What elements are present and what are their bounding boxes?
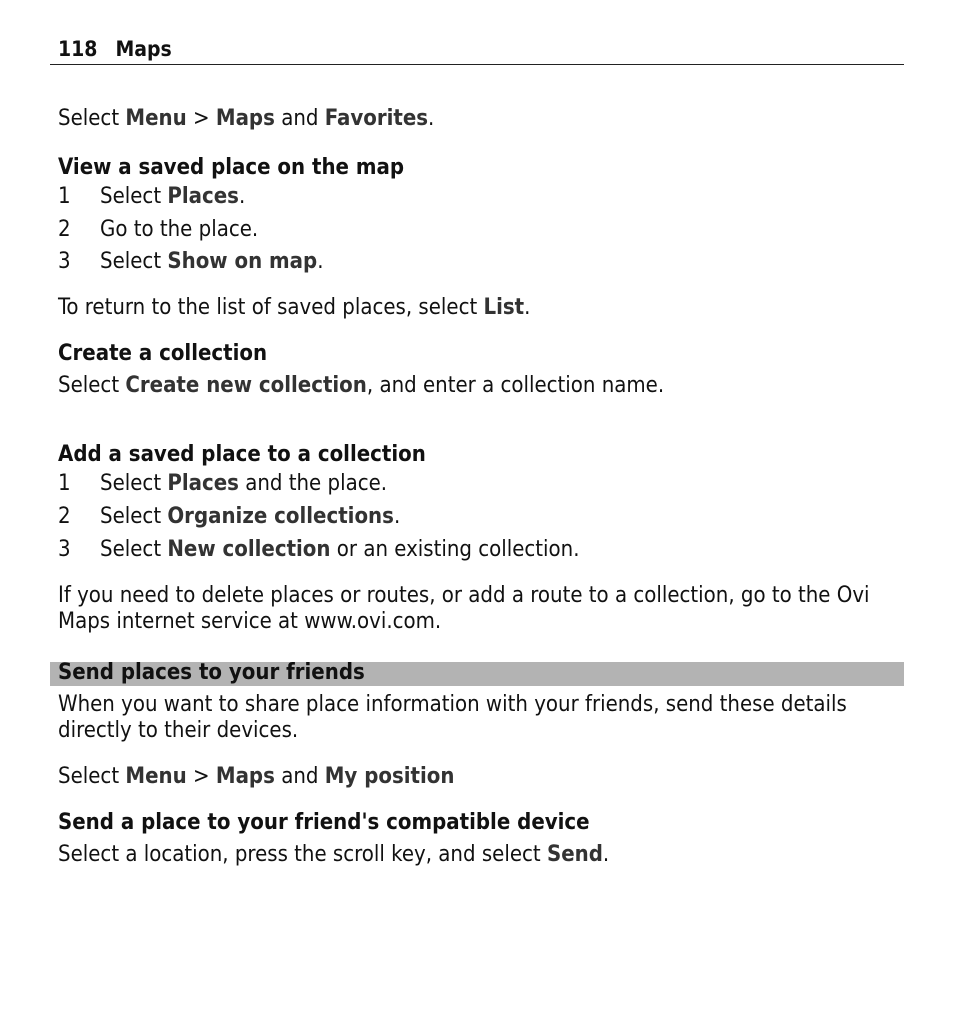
create-heading: Create a collection: [58, 341, 268, 366]
return-note: To return to the list of saved places, select List.: [58, 295, 531, 320]
create-instruction: Select Create new collection, and enter a collection name.: [58, 373, 665, 398]
view-step: 2 Go to the place.: [58, 217, 259, 242]
send-term: Send: [546, 842, 603, 867]
header-rule: [50, 64, 904, 65]
section-band: [50, 662, 904, 686]
places-term: Places: [167, 184, 239, 209]
menu-term: Menu: [125, 106, 187, 131]
add-heading: Add a saved place to a collection: [58, 442, 426, 467]
send-intro-line: When you want to share place information with your friends, send these details: [58, 692, 847, 717]
new-collection-term: New collection: [167, 537, 331, 562]
ovi-note-line: Maps internet service at www.ovi.com.: [58, 609, 442, 634]
section-band-title: Send places to your friends: [58, 660, 365, 685]
intro-path: Select Menu > Maps and Favorites.: [58, 106, 435, 131]
create-new-collection-term: Create new collection: [125, 373, 367, 398]
send-sub-heading: Send a place to your friend's compatible device: [58, 810, 590, 835]
view-step: 1 Select Places.: [58, 184, 246, 209]
send-path: Select Menu > Maps and My position: [58, 764, 455, 789]
list-term: List: [483, 295, 525, 320]
places-term: Places: [167, 471, 239, 496]
favorites-term: Favorites: [324, 106, 429, 131]
send-intro-line: directly to their devices.: [58, 718, 299, 743]
add-step: 1 Select Places and the place.: [58, 471, 388, 496]
add-step: 3 Select New collection or an existing collection.: [58, 537, 580, 562]
view-step: 3 Select Show on map.: [58, 249, 324, 274]
maps-term: Maps: [215, 764, 275, 789]
view-heading: View a saved place on the map: [58, 155, 405, 180]
page-header: [58, 37, 172, 61]
my-position-term: My position: [324, 764, 455, 789]
send-instruction: Select a location, press the scroll key, and select Send.: [58, 842, 610, 867]
menu-term: Menu: [125, 764, 187, 789]
section-title: Maps: [115, 37, 172, 61]
page-number: 118: [58, 37, 98, 61]
add-step: 2 Select Organize collections.: [58, 504, 401, 529]
organize-collections-term: Organize collections: [167, 504, 394, 529]
maps-term: Maps: [215, 106, 275, 131]
show-on-map-term: Show on map: [167, 249, 318, 274]
ovi-note-line: If you need to delete places or routes, or add a route to a collection, go to the Ovi: [58, 583, 870, 608]
